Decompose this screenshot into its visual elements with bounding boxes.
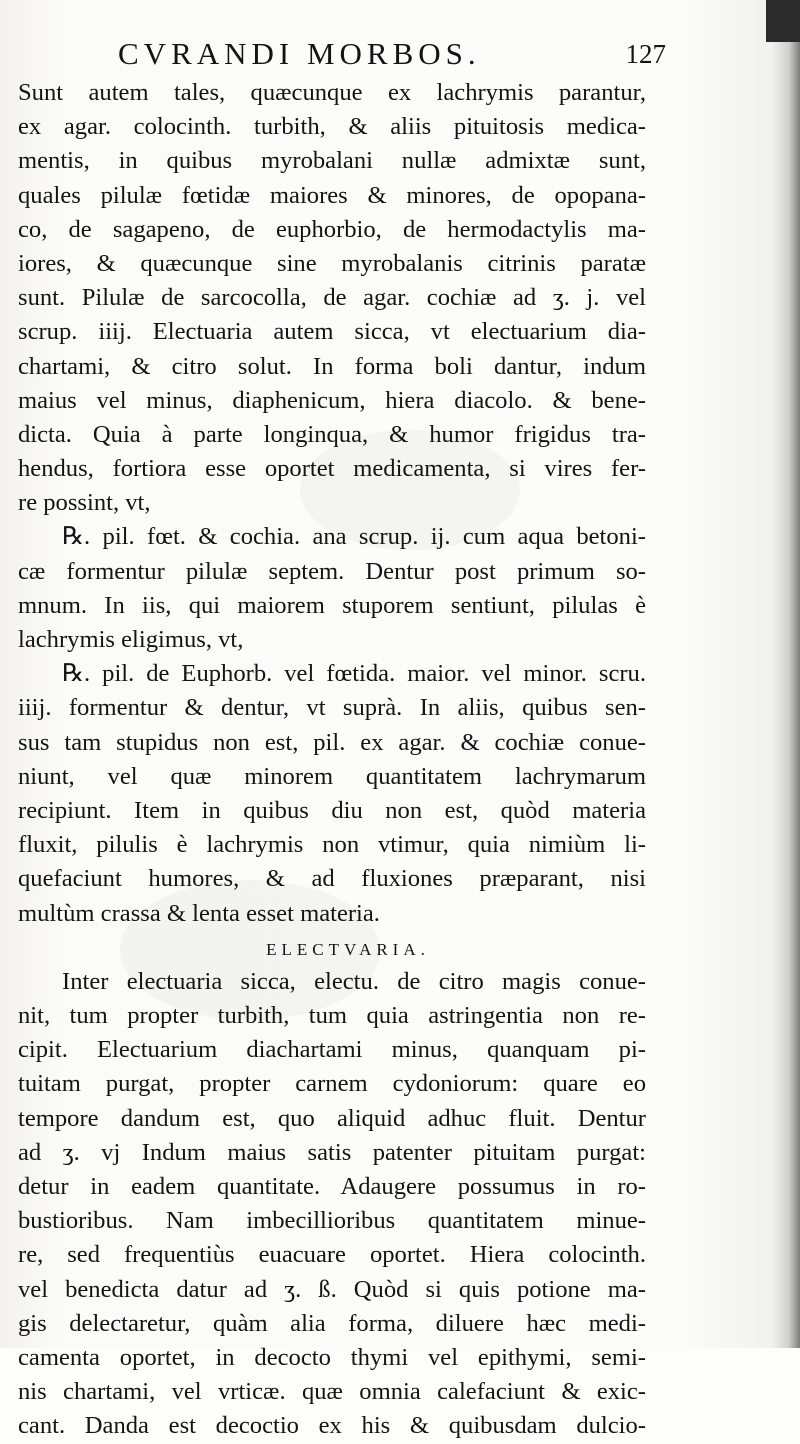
text-line: co, de sagapeno, de euphorbio, de hermodactylis ma- — [18, 215, 646, 243]
text-line: cant. Danda est decoctio ex his & quibusdam dulcio- — [18, 1412, 646, 1440]
text-line: re possint, vt, — [18, 489, 151, 517]
scan-corner — [766, 0, 800, 42]
text-line: scrup. iiij. Electuaria autem sicca, vt electuarium dia- — [18, 318, 646, 346]
text-line: maius vel minus, diaphenicum, hiera diacolo. & bene- — [18, 386, 646, 414]
text-line: sunt. Pilulæ de sarcocolla, de agar. cochiæ ad ʒ. j. vel — [18, 284, 646, 312]
text-line: tuitam purgat, propter carnem cydoniorum: quare eo — [18, 1070, 646, 1098]
page-edge-shadow — [772, 0, 800, 1348]
text-line: nit, tum propter turbith, tum quia astringentia non re- — [18, 1002, 646, 1030]
text-line: quefaciunt humores, & ad fluxiones præparant, nisi — [18, 865, 646, 893]
text-line: tempore dandum est, quo aliquid adhuc fluit. Dentur — [18, 1104, 646, 1132]
text-line: recipiunt. Item in quibus diu non est, quòd materia — [18, 796, 646, 824]
text-line: Sunt autem tales, quæcunque ex lachrymis parantur, — [18, 79, 646, 106]
text-line: nis chartami, vel vrticæ. quæ omnia calefaciunt & exic- — [18, 1378, 646, 1406]
text-line: multùm crassa & lenta esset materia. — [18, 899, 380, 927]
text-line: chartami, & citro solut. In forma boli dantur, indum — [18, 352, 646, 380]
text-line: re, sed frequentiùs euacuare oportet. Hiera colocinth. — [18, 1241, 646, 1269]
text-line: niunt, vel quæ minorem quantitatem lachrymarum — [18, 762, 646, 790]
text-line: lachrymis eligimus, vt, — [18, 626, 244, 653]
text-line: vel benedicta datur ad ʒ. ß. Quòd si quis potione ma- — [18, 1275, 646, 1303]
text-line: ex agar. colocinth. turbith, & aliis pituitosis medica- — [18, 113, 646, 141]
text-line: detur in eadem quantitate. Adaugere possumus in ro- — [18, 1173, 646, 1200]
text-line: sus tam stupidus non est, pil. ex agar. & cochiæ conue- — [18, 728, 646, 756]
page-number: 127 — [625, 39, 666, 69]
text-line: dicta. Quia à parte longinqua, & humor frigidus tra- — [18, 420, 646, 448]
recipe-line: ℞. pil. fœt. & cochia. ana scrup. ij. cum aqua betoni- — [62, 523, 646, 551]
text-line: camenta oportet, in decocto thymi vel epithymi, semi- — [18, 1343, 646, 1371]
text-line: iiij. formentur & dentur, vt suprà. In aliis, quibus sen- — [18, 694, 646, 722]
text-line: quales pilulæ fœtidæ maiores & minores, de opopana- — [18, 181, 646, 209]
text-block — [18, 76, 646, 1444]
text-line: Inter electuaria sicca, electu. de citro magis conue- — [62, 967, 646, 995]
running-head: CVRANDI MORBOS. — [118, 36, 481, 71]
section-heading: ELECTVARIA. — [266, 939, 430, 959]
text-line: cæ formentur pilulæ septem. Dentur post primum so- — [18, 557, 646, 585]
text-line: mentis, in quibus myrobalani nullæ admixtæ sunt, — [18, 147, 646, 175]
page-header — [60, 34, 666, 74]
text-line: fluxit, pilulis è lachrymis non vtimur, quia nimiùm li- — [18, 831, 646, 859]
text-line: iores, & quæcunque sine myrobalanis citrinis paratæ — [18, 249, 646, 277]
text-line: hendus, fortiora esse oportet medicamenta, si vires fer- — [18, 455, 646, 483]
text-line: ad ʒ. vj Indum maius satis patenter pituitam purgat: — [18, 1138, 646, 1166]
recipe-line: ℞. pil. de Euphorb. vel fœtida. maior. vel minor. scru. — [62, 660, 646, 688]
text-line: bustioribus. Nam imbecillioribus quantitatem minue- — [18, 1207, 646, 1235]
text-line: gis delectaretur, quàm alia forma, diluere hæc medi- — [18, 1309, 646, 1337]
text-line: cipit. Electuarium diachartami minus, quanquam pi- — [18, 1036, 646, 1064]
text-line: mnum. In iis, qui maiorem stuporem sentiunt, pilulas è — [18, 591, 646, 619]
